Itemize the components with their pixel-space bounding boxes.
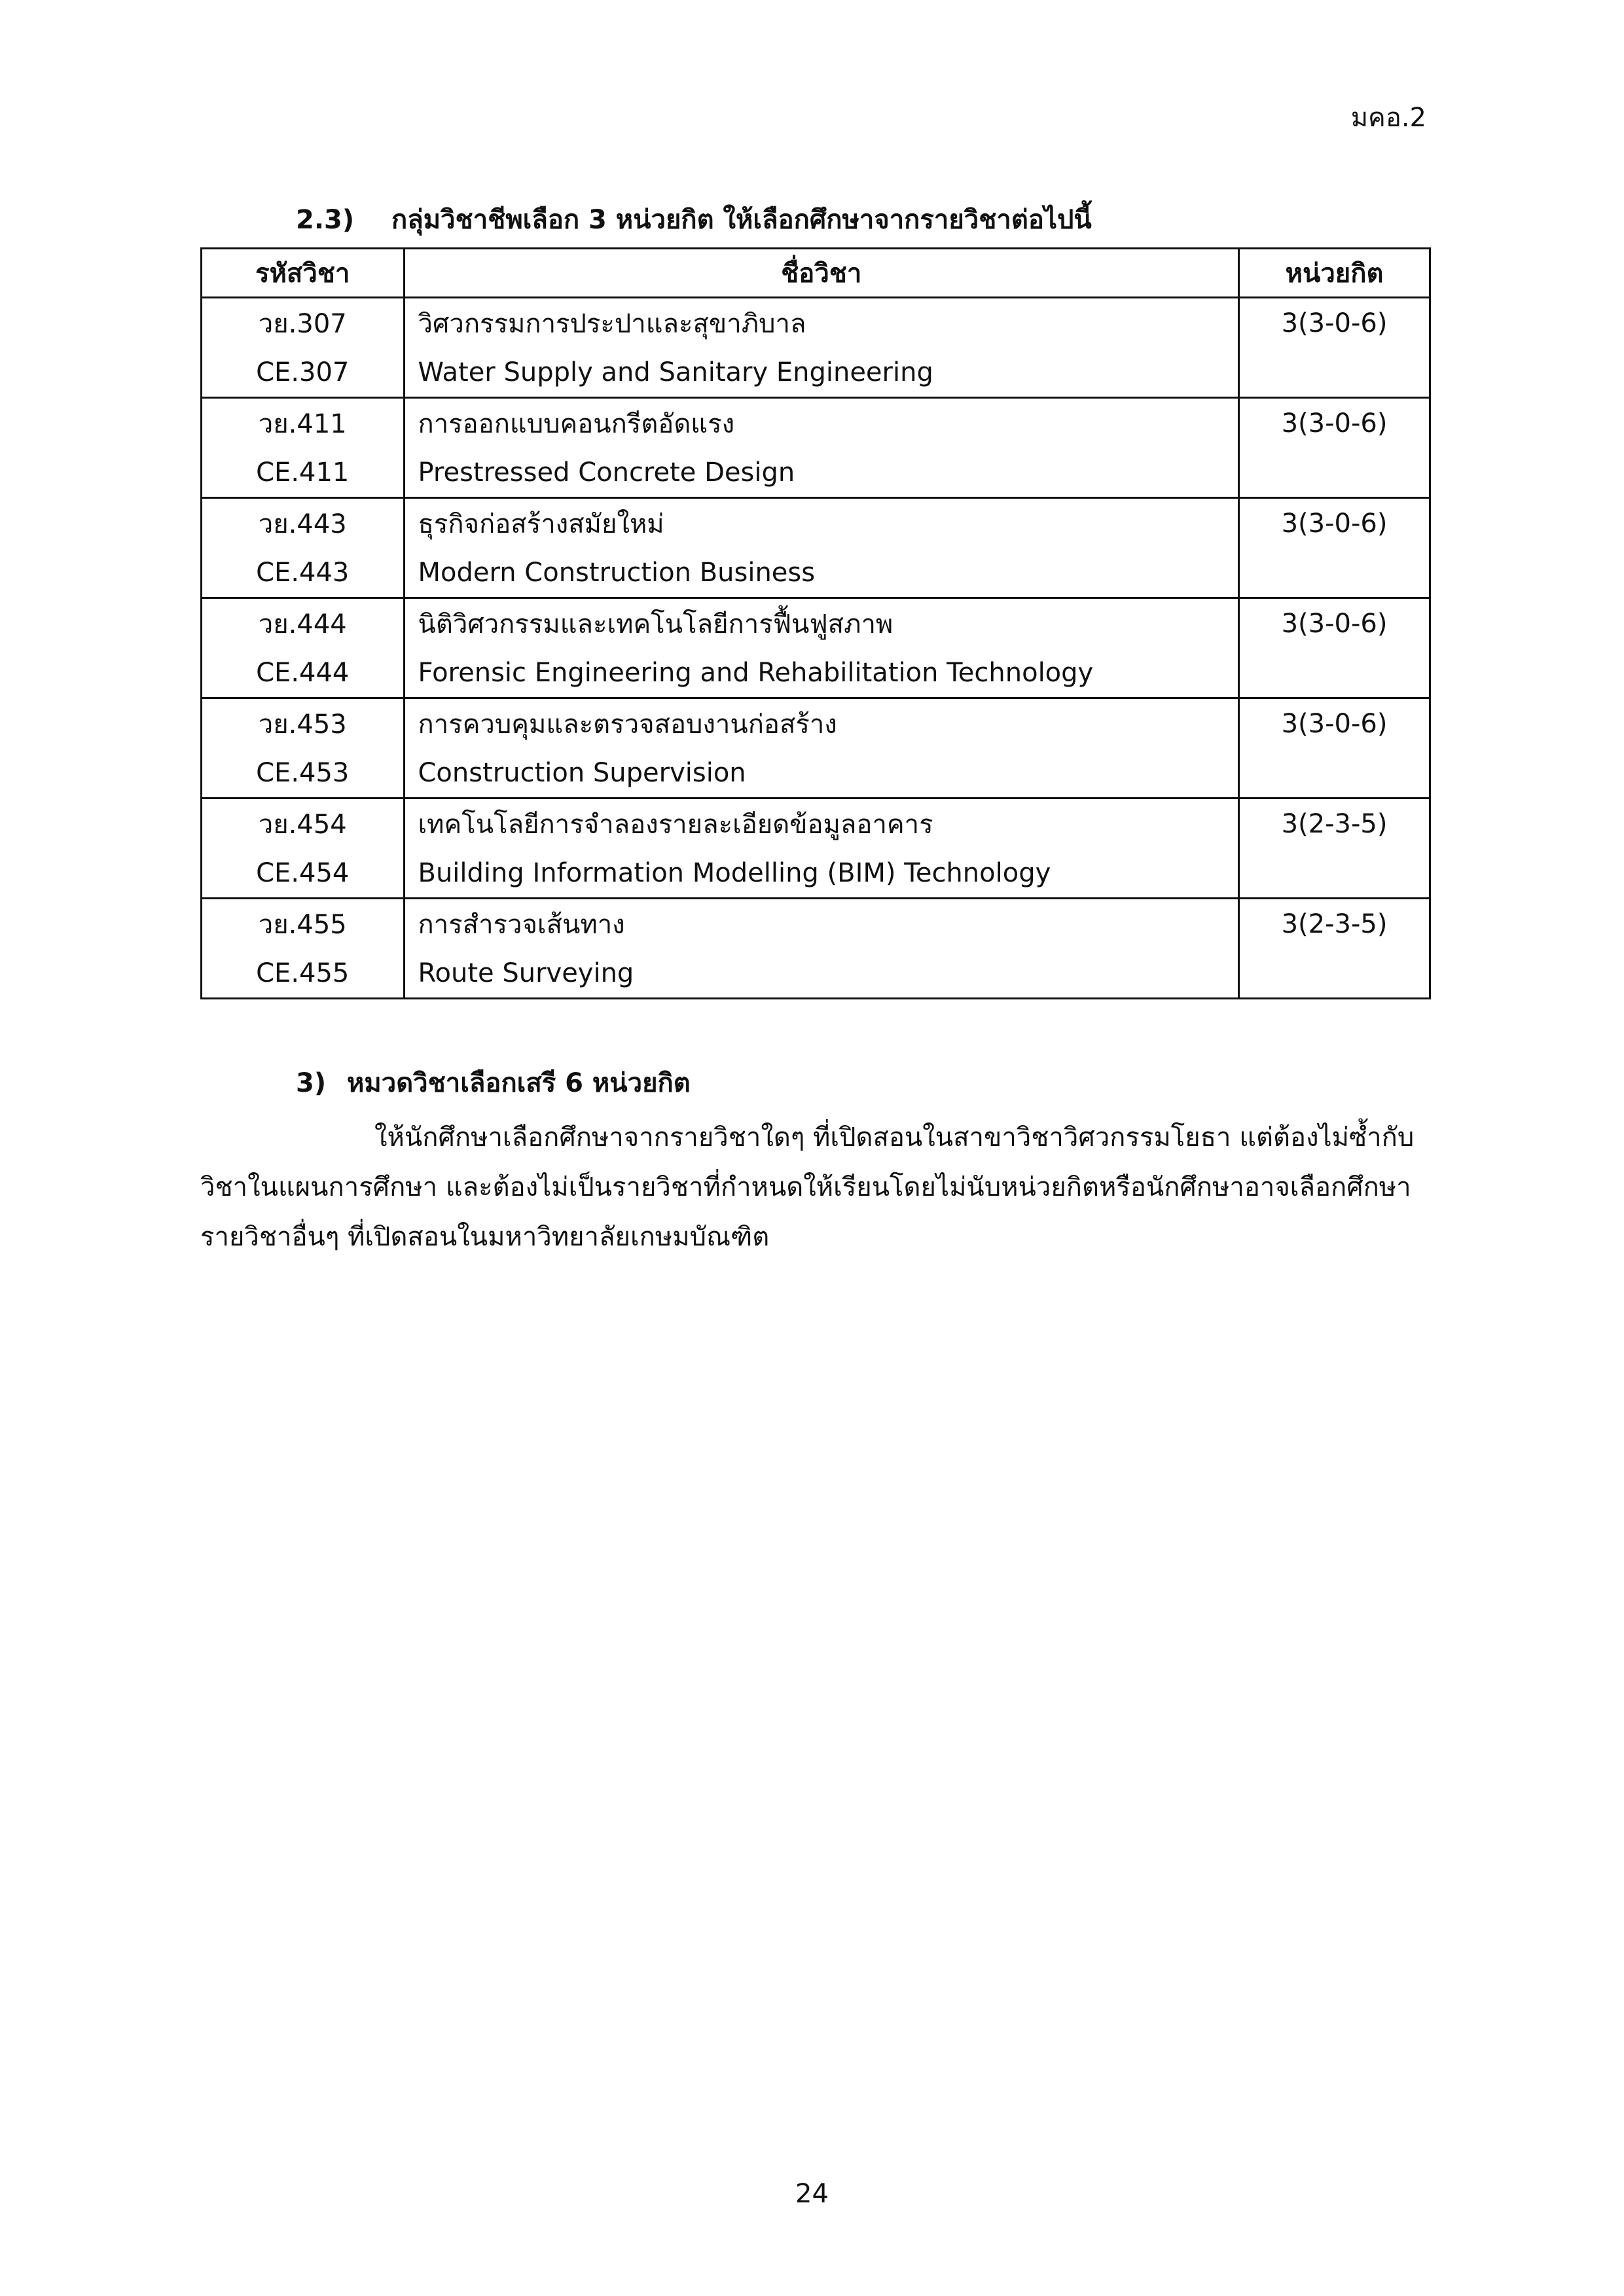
course-row-th	[202, 298, 1430, 348]
course-row-en	[202, 748, 1430, 798]
course-credit-empty	[1239, 748, 1430, 798]
course-row-en	[202, 348, 1430, 398]
course-credit: 3(3-0-6)	[1239, 698, 1430, 749]
course-name-th: เทคโนโลยีการจำลองรายละเอียดข้อมูลอาคาร	[404, 798, 1239, 849]
section-heading	[296, 207, 1092, 233]
course-row-en	[202, 948, 1430, 999]
course-code-en: CE.307	[202, 348, 405, 398]
course-code-en: CE.411	[202, 448, 405, 498]
course-code-en: CE.455	[202, 948, 405, 999]
course-name-en: Construction Supervision	[404, 748, 1239, 798]
page-number: 24	[795, 2179, 829, 2209]
course-row-en	[202, 448, 1430, 498]
course-name-en: Prestressed Concrete Design	[404, 448, 1239, 498]
elective-course-table	[200, 247, 1431, 999]
course-credit-empty	[1239, 948, 1430, 999]
free-elective-paragraph	[200, 1113, 1431, 1262]
course-code-th: วย.453	[202, 698, 405, 749]
course-row-th	[202, 899, 1430, 949]
course-credit-empty	[1239, 548, 1430, 598]
course-code-en: CE.443	[202, 548, 405, 598]
course-credit: 3(3-0-6)	[1239, 598, 1430, 649]
subsection-title: หมวดวิชาเลือกเสรี 6 หน่วยกิต	[347, 1068, 691, 1098]
course-code-th: วย.411	[202, 398, 405, 448]
course-name-th: การสำรวจเส้นทาง	[404, 899, 1239, 949]
subsection-number: 3)	[296, 1068, 327, 1098]
course-name-en: Route Surveying	[404, 948, 1239, 999]
course-code-en: CE.454	[202, 848, 405, 899]
course-code-th: วย.454	[202, 798, 405, 849]
course-credit: 3(3-0-6)	[1239, 398, 1430, 448]
course-name-th: ธุรกิจก่อสร้างสมัยใหม่	[404, 498, 1239, 548]
course-credit-empty	[1239, 448, 1430, 498]
course-name-en: Water Supply and Sanitary Engineering	[404, 348, 1239, 398]
table-header-row	[202, 249, 1430, 298]
course-credit: 3(3-0-6)	[1239, 298, 1430, 348]
paragraph-line: ให้นักศึกษาเลือกศึกษาจากรายวิชาใดๆ ที่เปิดสอนในสาขาวิชาวิศวกรรมโยธา แต่ต้องไม่ซ้ำกับ	[374, 1122, 1415, 1153]
course-row-en	[202, 648, 1430, 698]
course-name-en: Forensic Engineering and Rehabilitation Technology	[404, 648, 1239, 698]
course-code-en: CE.444	[202, 648, 405, 698]
section-number: 2.3)	[296, 205, 355, 235]
course-row-th	[202, 798, 1430, 849]
course-row-th	[202, 498, 1430, 548]
course-name-th: การออกแบบคอนกรีตอัดแรง	[404, 398, 1239, 448]
course-code-th: วย.307	[202, 298, 405, 348]
paragraph-line: รายวิชาอื่นๆ ที่เปิดสอนในมหาวิทยาลัยเกษมบัณฑิต	[200, 1222, 770, 1252]
section-title: กลุ่มวิชาชีพเลือก 3 หน่วยกิต ให้เลือกศึกษาจากรายวิชาต่อไปนี้	[391, 205, 1092, 235]
course-code-th: วย.444	[202, 598, 405, 649]
course-row-th	[202, 598, 1430, 649]
course-credit: 3(2-3-5)	[1239, 798, 1430, 849]
course-credit: 3(2-3-5)	[1239, 899, 1430, 949]
course-row-en	[202, 548, 1430, 598]
course-code-th: วย.455	[202, 899, 405, 949]
course-name-th: วิศวกรรมการประปาและสุขาภิบาล	[404, 298, 1239, 348]
course-credit-empty	[1239, 648, 1430, 698]
document-code: มคอ.2	[1350, 103, 1426, 133]
course-code-th: วย.443	[202, 498, 405, 548]
header-credit: หน่วยกิต	[1239, 249, 1430, 298]
course-name-en: Modern Construction Business	[404, 548, 1239, 598]
course-credit-empty	[1239, 848, 1430, 899]
header-course-code: รหัสวิชา	[202, 249, 405, 298]
course-row-en	[202, 848, 1430, 899]
course-row-th	[202, 698, 1430, 749]
subsection-heading	[296, 1070, 691, 1096]
course-name-th: นิติวิศวกรรมและเทคโนโลยีการฟื้นฟูสภาพ	[404, 598, 1239, 649]
course-credit-empty	[1239, 348, 1430, 398]
course-name-en: Building Information Modelling (BIM) Technology	[404, 848, 1239, 899]
course-code-en: CE.453	[202, 748, 405, 798]
course-name-th: การควบคุมและตรวจสอบงานก่อสร้าง	[404, 698, 1239, 749]
header-course-name: ชื่อวิชา	[404, 249, 1239, 298]
paragraph-line: วิชาในแผนการศึกษา และต้องไม่เป็นรายวิชาที่กำหนดให้เรียนโดยไม่นับหน่วยกิตหรือนักศึกษาอาจเลือกศึกษา	[200, 1172, 1411, 1202]
course-row-th	[202, 398, 1430, 448]
course-credit: 3(3-0-6)	[1239, 498, 1430, 548]
